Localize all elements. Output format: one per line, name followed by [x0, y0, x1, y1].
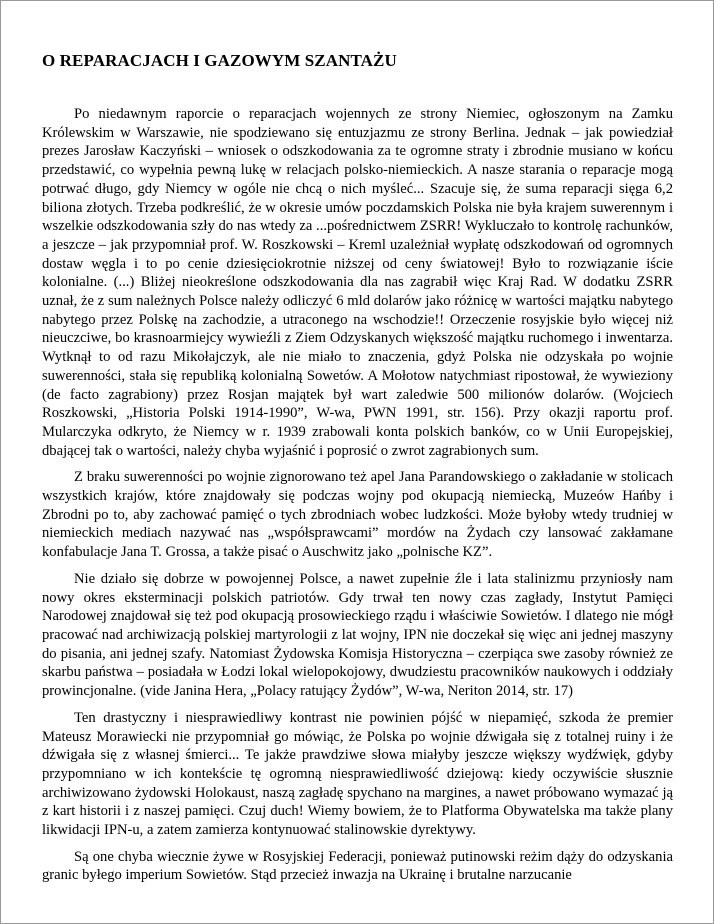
article [42, 51, 673, 893]
paragraph: Po niedawnym raporcie o reparacjach wojennych ze strony Niemiec, ogłoszonym na Zamku Królewskim w Warszawie, nie spodziewano się entuzjazmu ze strony Berlina. Jednak – jak powiedział prezes Jarosław Kaczyński – wniosek o odszkodowania za te ogromne straty i zbrodnie musiano w końcu przedstawić, co wypełnia pewną lukę w relacjach polsko-niemieckich. A nasze starania o reparacje mogą potrwać długo, gdy Niemcy w ogóle nie chcą o nich myśleć... Szacuje się, że suma reparacji sięga 6,2 biliona złotych. Trzeba podkreślić, że w okresie umów poczdamskich Polska nie była krajem suwerennym i wszelkie odszkodowania szły do nas wtedy za ...pośrednictwem ZSRR! Wykluczało to kontrolę rachunków, a jeszcze – jak przypomniał prof. W. Roszkowski – Kreml uzależniał wypłatę odszkodowań od ogromnych dostaw węgla i to po cenie dziesięciokrotnie niższej od ceny światowej! Było to rozwiązanie iście kolonialne. (...) Bliżej nieokreślone odszkodowania dla nas zagrabił więc Kraj Rad. W dodatku ZSRR uznał, że z sum należnych Polsce należy odliczyć 6 mld dolarów jako różnicę w wartości majątku nabytego nabytego przez Polskę na zachodzie, a utraconego na wschodzie!! Orzeczenie rosyjskie było więcej niż nieuczciwe, bo krasnoarmiejcy wywieźli z Ziem Odzyskanych większość majątku ruchomego i inwentarza. Wytknął to od razu Mikołajczyk, ale nie miało to znaczenia, gdyż Polska nie odzyskała po wojnie suwerenności, stała się republiką kolonialną Sowetów. A Mołotow natychmiast ripostował, że wywieziony (de facto zagrabiony) przez Rosjan majątek był wart zaledwie 500 milionów dolarów. (Wojciech Roszkowski, „Historia Polski 1914-1990”, W-wa, PWN 1991, str. 156). Przy okazji raportu prof. Mularczyka odkryto, że Niemcy w r. 1939 zrabowali konta polskich banków, co w Unii Europejskiej, dbającej tak o wartości, należy chyba wyjaśnić i poprosić o zwrot zagrabionych sum. [42, 106, 673, 459]
paragraph: Są one chyba wiecznie żywe w Rosyjskiej Federacji, ponieważ putinowski reżim dąży do odzyskania granic byłego imperium Sowietów. Stąd przecież inwazja na Ukrainę i brutalne narzucanie [42, 848, 673, 884]
paragraph: Nie działo się dobrze w powojennej Polsce, a nawet zupełnie źle i lata stalinizmu przyniosły nam nowy okres eksterminacji polskich patriotów. Gdy trwał ten nowy czas zagłady, Instytut Pamięci Narodowej znajdował się też pod okupacją prosowieckiego rządu i właściwie Sowietów. I dlatego nie mógł pracować nad archiwizacją polskiej martyrologii z lat wojny, IPN nie doczekał się więc ani jednej maszyny do pisania, ani jednej szafy. Natomiast Żydowska Komisja Historyczna – czerpiąca swe zasoby również ze skarbu państwa – posiadała w Łodzi lokal wielopokojowy, dwudziestu pracowników naukowych i oddziały prowincjonalne. (vide Janina Hera, „Polacy ratujący Żydów”, W-wa, Neriton 2014, str. 17) [42, 570, 673, 700]
paragraph: Z braku suwerenności po wojnie zignorowano też apel Jana Parandowskiego o zakładanie w stolicach wszystkich krajów, które znajdowały się podczas wojny pod okupacją niemiecką, Muzeów Hańby i Zbrodni po to, aby zachować pamięć o tych zbrodniach wobec ludzkości. Może byłoby wtedy trudniej w niemieckich mediach nazywać nas „współsprawcami” mordów na Żydach czy lansować zakłamane konfabulacje Jana T. Grossa, a także pisać o Auschwitz jako „polnische KZ”. [42, 469, 673, 561]
paragraph: Ten drastyczny i niesprawiedliwy kontrast nie powinien pójść w niepamięć, szkoda że premier Mateusz Morawiecki nie przypomniał go mówiąc, że Polska po wojnie dźwigała się z totalnej ruiny i że dźwigała się z własnej śmierci... Te jakże prawdziwe słowa miałyby jeszcze większy wydźwięk, gdyby przypomniano w ich kontekście tę ogromną niesprawiedliwość dziejową: kiedy oczywiście słusznie archiwizowano żydowski Holokaust, naszą zagładę spychano na margines, a nawet próbowano wymazać ją z kart historii i z naszej pamięci. Czuj duch! Wiemy bowiem, że to Platforma Obywatelska ma także plany likwidacji IPN-u, a zatem zamierza kontynuować stalinowskie dyrektywy. [42, 709, 673, 839]
article-title: O REPARACJACH I GAZOWYM SZANTAŻU [42, 51, 397, 70]
